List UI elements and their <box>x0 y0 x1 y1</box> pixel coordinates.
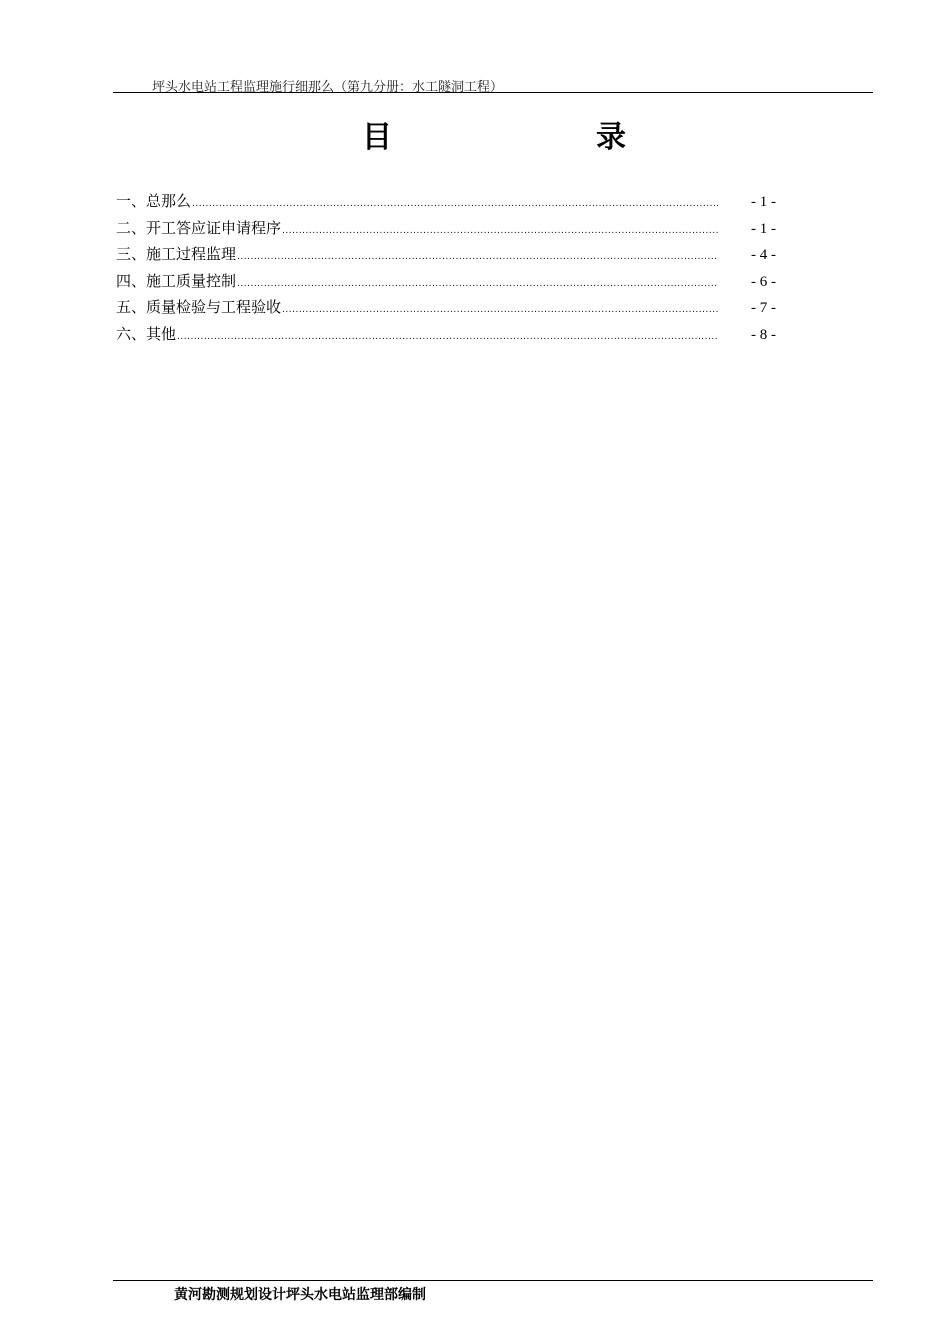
footer-rule <box>113 1280 873 1281</box>
toc-entry-page: - 7 - <box>751 300 776 316</box>
toc-entry-label: 四、施工质量控制 <box>116 271 237 290</box>
toc-entry-label: 六、其他 <box>116 324 177 343</box>
toc-entry-label: 一、总那么 <box>116 192 192 210</box>
toc-entry[interactable] <box>116 243 776 270</box>
toc-entry-label: 二、开工答应证申请程序 <box>116 218 282 237</box>
toc-entry-label: 五、质量检验与工程验收 <box>116 298 282 316</box>
toc-entry[interactable] <box>116 217 776 244</box>
running-header: 坪头水电站工程监理施行细那么（第九分册：水工隧洞工程） <box>152 80 504 95</box>
table-of-contents <box>116 190 776 349</box>
toc-entry-page: - 8 - <box>751 326 776 343</box>
toc-entry-label: 三、施工过程监理 <box>116 245 237 263</box>
toc-leader-dots <box>282 226 718 236</box>
toc-entry-page: - 1 - <box>751 194 776 210</box>
toc-leader-dots <box>192 199 718 209</box>
toc-entry[interactable] <box>116 323 776 350</box>
toc-leader-dots <box>237 252 718 262</box>
toc-entry[interactable] <box>116 270 776 297</box>
header-rule <box>113 92 873 93</box>
toc-entry[interactable] <box>116 296 776 323</box>
toc-title-char-1: 目 <box>362 120 392 155</box>
toc-entry-page: - 1 - <box>751 220 776 237</box>
toc-entry-page: - 4 - <box>751 247 776 263</box>
toc-entry[interactable] <box>116 190 776 217</box>
toc-title-char-2: 录 <box>596 120 626 155</box>
toc-entry-page: - 6 - <box>751 273 776 290</box>
toc-leader-dots <box>282 305 718 315</box>
toc-leader-dots <box>237 279 718 289</box>
toc-leader-dots <box>177 332 718 342</box>
running-footer: 黄河勘测规划设计坪头水电站监理部编制 <box>174 1287 426 1303</box>
